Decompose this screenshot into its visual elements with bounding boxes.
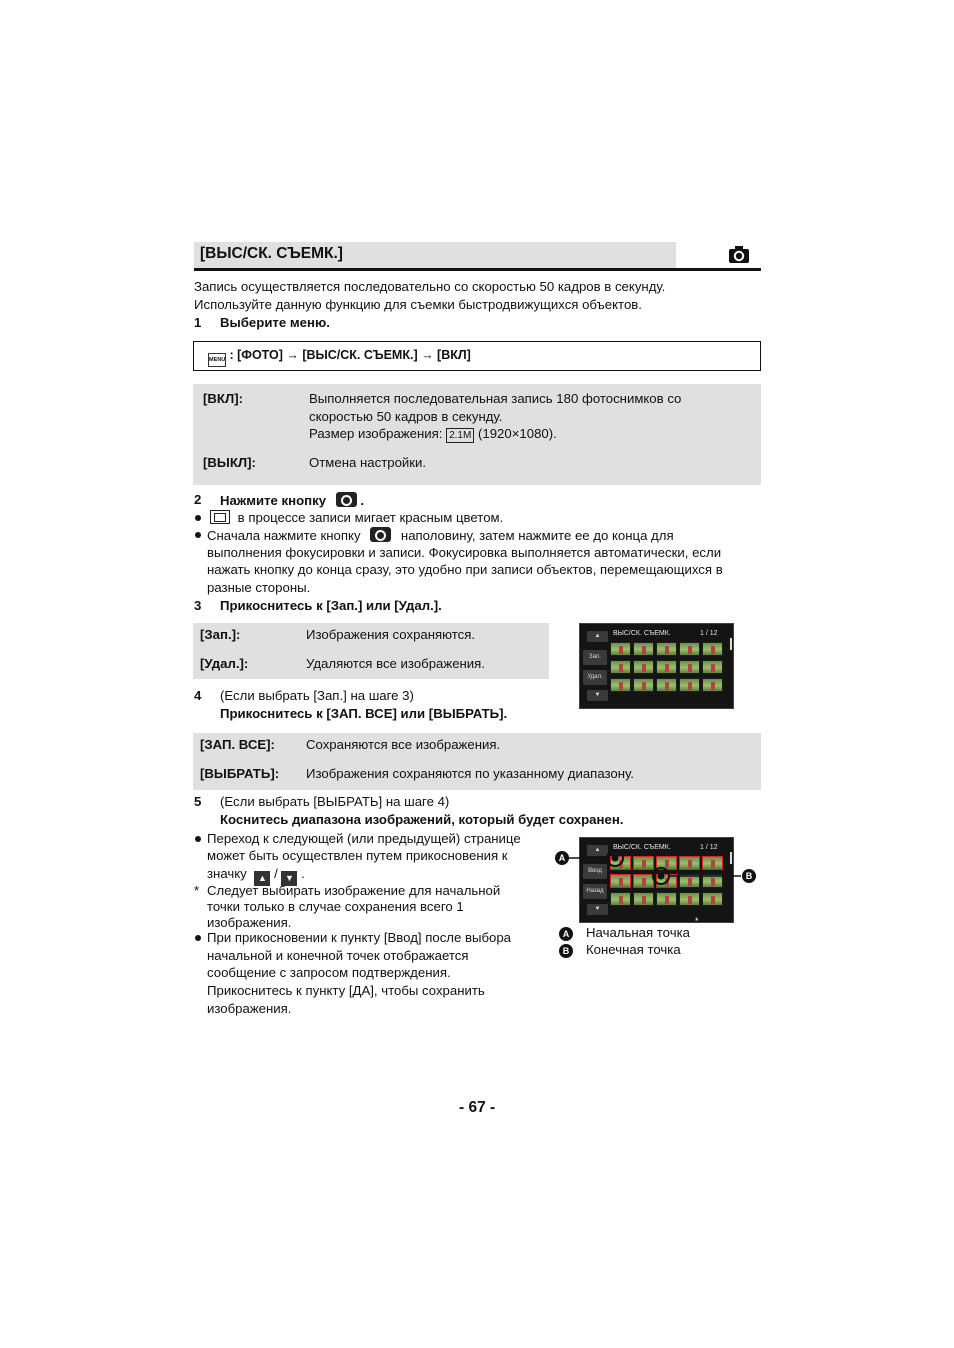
- table3-save-text: Изображения сохраняются.: [306, 627, 476, 642]
- screen1-title: ВЫС/СК. СЪЕМК.: [613, 630, 671, 637]
- thumbnail[interactable]: [679, 642, 700, 656]
- step-2-bullet-1: в процессе записи мигает красным цветом.: [210, 510, 503, 525]
- menu-path-text: : [ФОТО] → [ВЫС/СК. СЪЕМК.] → [ВКЛ]: [229, 348, 471, 362]
- table3-delete-text: Удаляются все изображения.: [306, 656, 485, 671]
- step-1-text: Выберите меню.: [220, 315, 330, 330]
- step-5-bullet-1-line-1: Переход к следующей (или предыдущей) странице: [207, 831, 521, 846]
- table1-on-line-2: скоростью 50 кадров в секунду.: [309, 409, 503, 424]
- legend-a-icon: A: [559, 927, 573, 941]
- camera-button-icon: [336, 492, 357, 507]
- thumbnail[interactable]: [702, 892, 723, 906]
- thumbnail[interactable]: [633, 678, 654, 692]
- table3-key-save: [Зап.]:: [200, 627, 241, 642]
- table4-save-all-text: Сохраняются все изображения.: [306, 737, 501, 752]
- step-5-bullet-2-line-2: начальной и конечной точек отображается: [207, 948, 469, 963]
- screen2-up-button[interactable]: ▲: [587, 845, 608, 856]
- table4-key-save-all: [ЗАП. ВСЕ]:: [200, 737, 275, 752]
- section-title: [ВЫС/СК. СЪЕМК.]: [200, 245, 343, 262]
- bullet: [195, 515, 201, 521]
- screen2-star-mark: *: [695, 916, 699, 926]
- table1-off-text: Отмена настройки.: [309, 455, 427, 470]
- step-3-number: 3: [194, 598, 202, 613]
- thumbnail[interactable]: [610, 660, 631, 674]
- camera-icon: [729, 246, 749, 263]
- thumbnail[interactable]: [679, 660, 700, 674]
- table1-on-size: Размер изображения: 2.1M (1920×1080).: [309, 426, 557, 441]
- step-5-bullet-2-line-1: При прикосновении к пункту [Ввод] после выбора: [207, 930, 512, 945]
- legend-b-text: Конечная точка: [586, 942, 681, 957]
- page-up-icon: ▲: [254, 871, 270, 886]
- screen2-title: ВЫС/СК. СЪЕМК.: [613, 844, 671, 851]
- step-4-number: 4: [194, 688, 202, 703]
- thumbnail[interactable]: [610, 892, 631, 906]
- step-5-note-line-1: Следует выбирать изображение для начальной: [207, 883, 501, 898]
- screen1-up-button[interactable]: ▲: [587, 631, 608, 642]
- table1-key-on: [ВКЛ]:: [203, 391, 244, 406]
- intro-line-1: Запись осуществляется последовательно со скоростью 50 кадров в секунду.: [194, 279, 666, 294]
- step-5-bullet-2-line-4: Прикоснитесь к пункту [ДА], чтобы сохранить: [207, 983, 485, 998]
- screen2-back-button[interactable]: Назад: [583, 884, 607, 899]
- step-2-bullet-2-line-1: Сначала нажмите кнопку наполовину, затем нажмите ее до конца для: [207, 528, 674, 543]
- image-size-badge: 2.1M: [446, 428, 474, 443]
- screen1-down-button[interactable]: ▼: [587, 690, 608, 701]
- thumbnail[interactable]: [610, 642, 631, 656]
- step-2-line: Нажмите кнопку .: [220, 493, 365, 508]
- step-2-bullet-2-line-4: разные стороны.: [207, 580, 311, 595]
- step-5-note: (Если выбрать [ВЫБРАТЬ] на шаге 4): [220, 794, 450, 809]
- bullet: [195, 836, 201, 842]
- screen2-page: 1 / 12: [700, 844, 718, 851]
- menu-icon: MENU: [208, 353, 226, 367]
- step-5-bullet-2-line-3: сообщение с запросом подтверждения.: [207, 965, 451, 980]
- step-5-text: Коснитесь диапазона изображений, который будет сохранен.: [220, 812, 624, 827]
- burst-shooting-icon: [210, 510, 230, 524]
- bullet: [195, 532, 201, 538]
- thumbnail[interactable]: [656, 660, 677, 674]
- step-2-bullet-2-line-3: нажать кнопку до конца сразу, это удобно при записи объектов, перемещающихся в: [207, 562, 723, 577]
- thumbnail[interactable]: [633, 892, 654, 906]
- step-2-bullet-2-line-2: выполнения фокусировки и записи. Фокусировка выполняется автоматически, если: [207, 545, 722, 560]
- step-4-text: Прикоснитесь к [ЗАП. ВСЕ] или [ВЫБРАТЬ].: [220, 706, 508, 721]
- step-5-note-line-2: точки только в случае сохранения всего 1: [207, 899, 464, 914]
- step-5-number: 5: [194, 794, 202, 809]
- step-5-bullet-1-line-2: может быть осуществлен путем прикосновения к: [207, 848, 508, 863]
- table4-select-text: Изображения сохраняются по указанному диапазону.: [306, 766, 634, 781]
- step-5-bullet-2-line-5: изображения.: [207, 1001, 292, 1016]
- step-2-text: Нажмите кнопку: [220, 493, 327, 508]
- thumbnail[interactable]: [656, 678, 677, 692]
- screen1-page: 1 / 12: [700, 630, 718, 637]
- table3-key-delete: [Удал.]:: [200, 656, 249, 671]
- header-rule: [194, 268, 761, 271]
- thumbnail[interactable]: [702, 642, 723, 656]
- intro-line-2: Используйте данную функцию для съемки быстродвижущихся объектов.: [194, 297, 642, 312]
- screen2-down-button[interactable]: ▼: [587, 904, 608, 915]
- step-4-note: (Если выбрать [Зап.] на шаге 3): [220, 688, 414, 703]
- bullet: [195, 935, 201, 941]
- thumbnail[interactable]: [656, 892, 677, 906]
- thumbnail[interactable]: [679, 892, 700, 906]
- table1-on-line-1: Выполняется последовательная запись 180 фотоснимков со: [309, 391, 682, 406]
- table1-key-off: [ВЫКЛ]:: [203, 455, 256, 470]
- marker-a-icon: A: [555, 851, 569, 865]
- legend-b-icon: B: [559, 944, 573, 958]
- thumbnail[interactable]: [633, 642, 654, 656]
- step-5-note-line-3: изображения.: [207, 915, 292, 930]
- screen1-save-button[interactable]: Зап.: [583, 650, 607, 665]
- thumbnail[interactable]: [702, 660, 723, 674]
- menu-path-box: [193, 341, 761, 371]
- thumbnail[interactable]: [610, 678, 631, 692]
- thumbnail[interactable]: [656, 642, 677, 656]
- step-3-text: Прикоснитесь к [Зап.] или [Удал.].: [220, 598, 442, 613]
- step-2-number: 2: [194, 492, 202, 507]
- marker-b-icon: B: [742, 869, 756, 883]
- step-1-number: 1: [194, 315, 202, 330]
- camera-button-icon: [370, 527, 391, 542]
- page-number: - 67 -: [459, 1099, 496, 1116]
- screen1-delete-button[interactable]: Удал.: [583, 670, 607, 685]
- table4-key-select: [ВЫБРАТЬ]:: [200, 766, 280, 781]
- screen1-scrollbar[interactable]: [730, 638, 732, 650]
- page-down-icon: ▼: [281, 871, 297, 886]
- thumbnail[interactable]: [679, 678, 700, 692]
- step-5-bullet-1-line-3: значку ▲ / ▼ .: [207, 866, 305, 886]
- screen2-enter-button[interactable]: Ввод: [583, 864, 607, 879]
- callout-lines: [555, 840, 755, 890]
- thumbnail[interactable]: [633, 660, 654, 674]
- thumbnail[interactable]: [702, 678, 723, 692]
- legend-a-text: Начальная точка: [586, 925, 690, 940]
- camera-screen-1: [579, 623, 734, 709]
- star-mark: *: [194, 883, 200, 898]
